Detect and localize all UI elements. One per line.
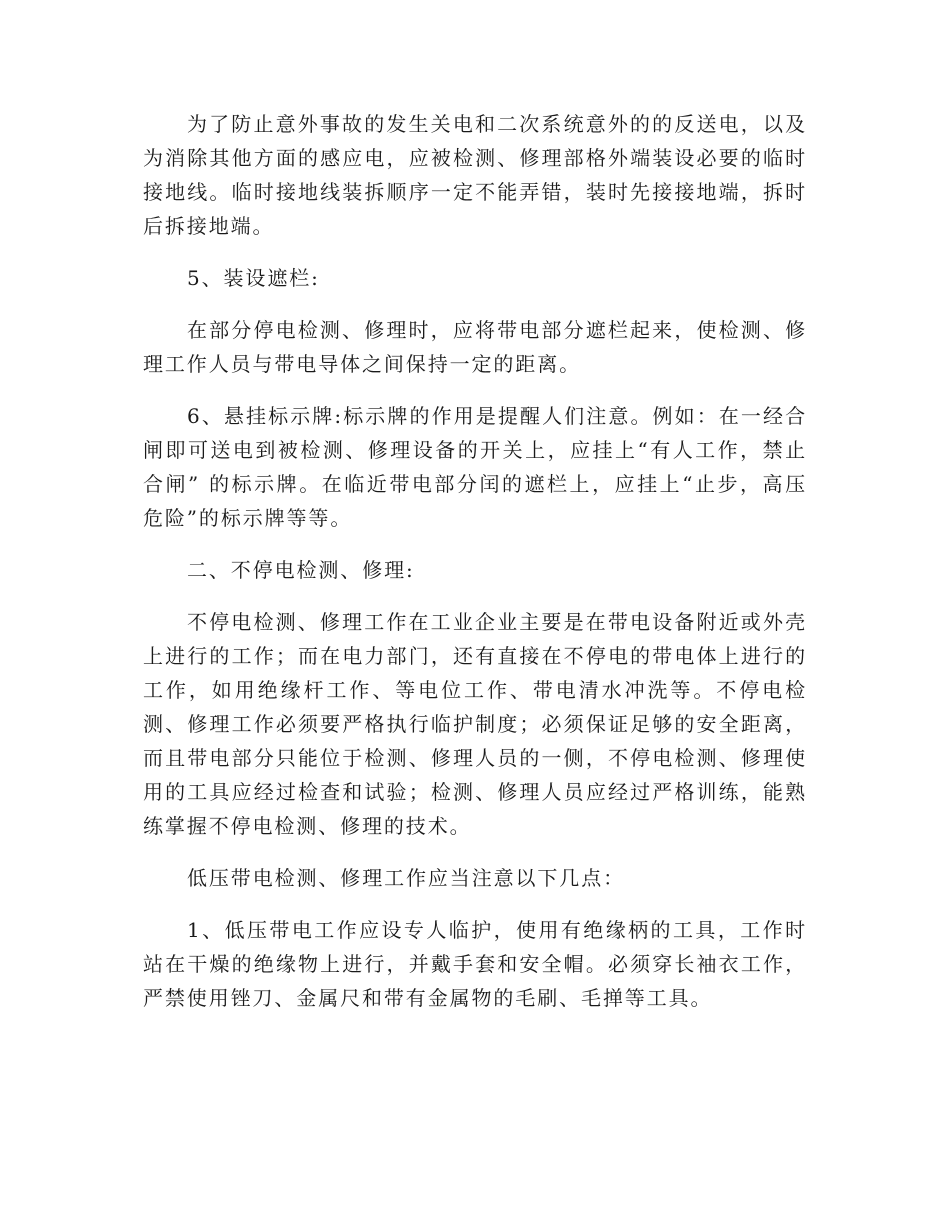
paragraph-low-voltage-intro: 低压带电检测、修理工作应当注意以下几点：: [187, 866, 625, 890]
heading-live-maintenance: 二、不停电检测、修理:: [187, 558, 415, 582]
paragraph-low-voltage-point-1: 1、低压带电工作应设专人临护，使用有绝缘柄的工具，工作时站在干燥的绝缘物上进行，并戴手套和安全帽。必须穿长袖衣工作，严禁使用锉刀、金属尺和带有金属物的毛刷、毛掸等工具。: [143, 918, 807, 1010]
document-body: [143, 107, 807, 1033]
heading-install-barrier: 5、装设遮栏:: [187, 266, 320, 290]
paragraph-barrier: 在部分停电检测、修理时，应将带电部分遮栏起来，使检测、修理工作人员与带电导体之间保持一定的距离。: [143, 318, 807, 376]
paragraph-warning-sign: 6、悬挂标示牌:标示牌的作用是提醒人们注意。例如：在一经合闸即可送电到被检测、修理设备的开关上，应挂上“有人工作，禁止合闸” 的标示牌。在临近带电部分闰的遮栏上，应挂上“止步，高压危险”的标示牌等等。: [143, 404, 807, 530]
paragraph-temporary-grounding: 为了防止意外事故的发生关电和二次系统意外的的反送电，以及为消除其他方面的感应电，应被检测、修理部格外端装设必要的临时接地线。临时接地线装拆顺序一定不能弄错，装时先接接地端，拆时后拆接地端。: [143, 112, 807, 238]
paragraph-live-maintenance: 不停电检测、修理工作在工业企业主要是在带电设备附近或外壳上进行的工作；而在电力部门，还有直接在不停电的带电体上进行的工作，如用绝缘杆工作、等电位工作、带电清水冲洗等。不停电检测、修理工作必须要严格执行临护制度；必须保证足够的安全距离，而且带电部分只能位于检测、修理人员的一侧，不停电检测、修理使用的工具应经过检查和试验；检测、修理人员应经过严格训练，能熟练掌握不停电检测、修理的技术。: [143, 610, 807, 838]
